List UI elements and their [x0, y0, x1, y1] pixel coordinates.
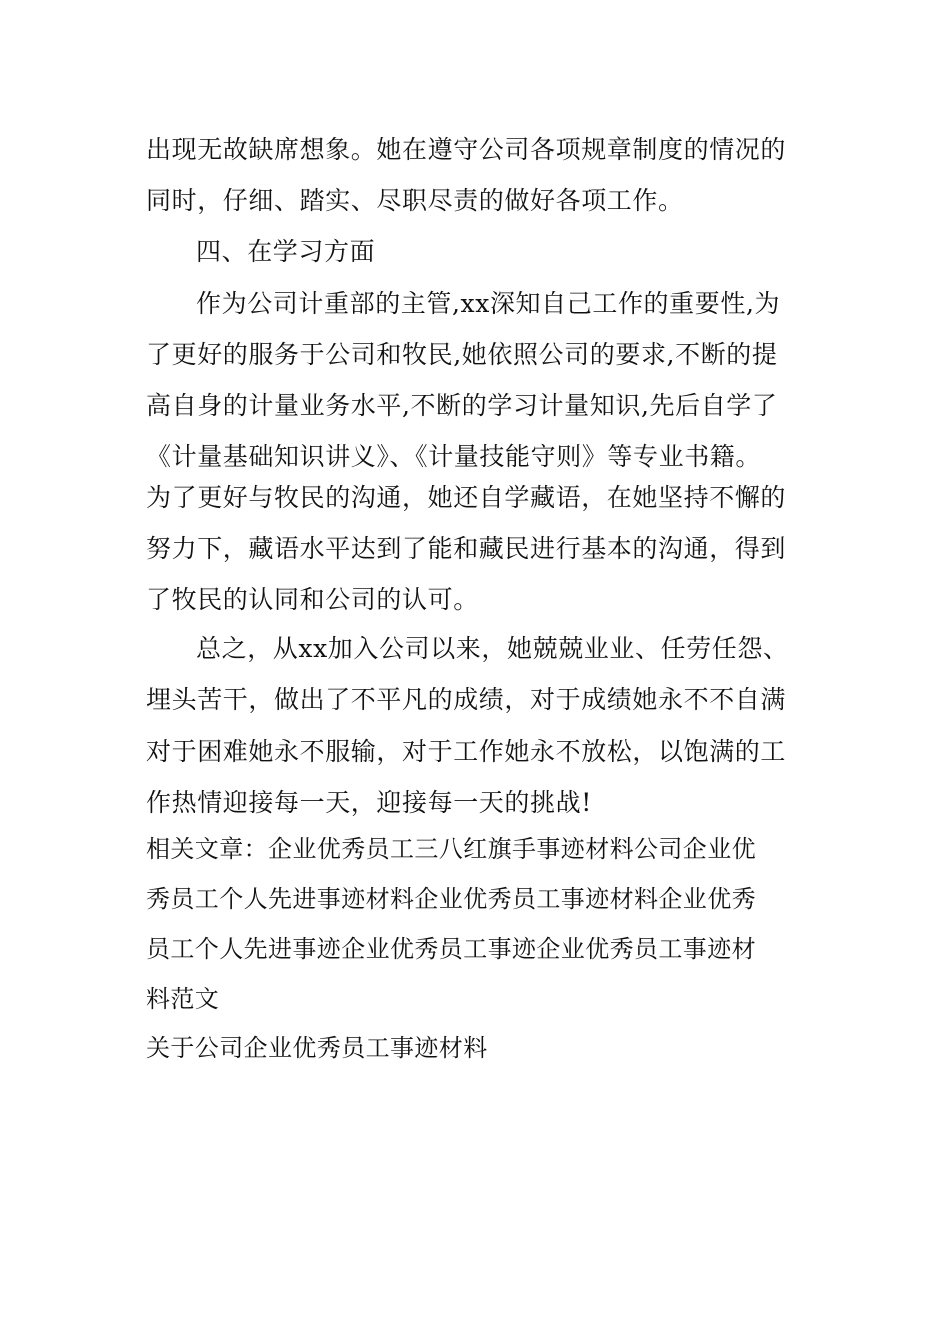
- body-line: 埋头苦干，做出了不平凡的成绩，对于成绩她永不不自满: [146, 685, 787, 714]
- body-line: 对于困难她永不服输，对于工作她永不放松，以饱满的工: [146, 737, 787, 766]
- body-line: 了牧民的认同和公司的认可。: [146, 585, 479, 614]
- body-line: 为了更好与牧民的沟通，她还自学藏语，在她坚持不懈的: [146, 483, 787, 512]
- body-line: 《计量基础知识讲义》、《计量技能守则》等专业书籍。: [146, 442, 762, 471]
- body-line: 出现无故缺席想象。她在遵守公司各项规章制度的情况的: [146, 135, 787, 164]
- related-line: 相关文章：企业优秀员工三八红旗手事迹材料公司企业优: [146, 835, 756, 863]
- body-line: 总之，从xx加入公司以来，她兢兢业业、任劳任怨、: [196, 634, 789, 663]
- related-line: 员工个人先进事迹企业优秀员工事迹企业优秀员工事迹材: [146, 935, 756, 963]
- body-line: 作热情迎接每一天，迎接每一天的挑战!: [146, 788, 592, 817]
- related-line: 秀员工个人先进事迹材料企业优秀员工事迹材料企业优秀: [146, 885, 756, 913]
- related-line: 料范文: [146, 985, 220, 1013]
- body-line: 努力下，藏语水平达到了能和藏民进行基本的沟通，得到: [146, 534, 787, 563]
- body-line: 高自身的计量业务水平,不断的学习计量知识,先后自学了: [146, 391, 778, 420]
- body-line: 作为公司计重部的主管,xx深知自己工作的重要性,为: [196, 289, 781, 318]
- section-heading: 四、在学习方面: [196, 237, 376, 266]
- body-line: 同时，仔细、踏实、尽职尽责的做好各项工作。: [146, 186, 684, 215]
- footer-title: 关于公司企业优秀员工事迹材料: [146, 1034, 488, 1062]
- body-line: 了更好的服务于公司和牧民,她依照公司的要求,不断的提: [146, 340, 778, 369]
